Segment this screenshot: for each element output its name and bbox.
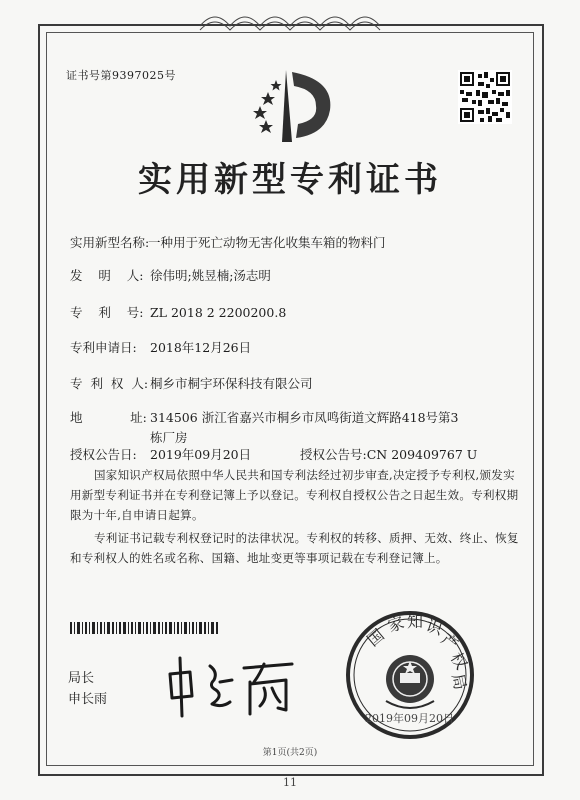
seal-date: 2019年09月20日	[365, 712, 454, 725]
utility-model-name-label: 实用新型名称:	[70, 235, 150, 250]
grant-row	[70, 445, 477, 463]
certificate-title: 实用新型专利证书	[138, 160, 442, 200]
svg-text:权: 权	[446, 649, 472, 673]
utility-model-name-value: 一种用于死亡动物无害化收集车箱的物料门	[148, 235, 386, 250]
address-value: 314506 浙江省嘉兴市桐乡市凤鸣街道文辉路418号第3栋厂房	[150, 410, 459, 445]
grant-number-label: 授权公告号:	[300, 447, 367, 462]
statement-paragraph-2: 专利证书记载专利权登记时的法律状况。专利权的转移、质押、无效、终止、恢复和专利权人的姓名或名称、国籍、地址变更等事项记载在专利登记簿上。	[70, 531, 519, 565]
barcode-icon	[70, 622, 220, 634]
patentee-label: 专 利 权 人:	[70, 376, 149, 391]
president-signature	[160, 652, 300, 720]
svg-text:家: 家	[385, 612, 407, 636]
inventors-value: 徐伟明;姚昱楠;汤志明	[150, 268, 271, 283]
patent-number-value: ZL 2018 2 2200200.8	[150, 305, 287, 320]
certificate-number: 证书号第9397025号	[66, 69, 176, 82]
patent-number-row	[70, 303, 286, 321]
cnipa-emblem-icon	[246, 62, 346, 147]
president-name: 申长雨	[68, 692, 108, 707]
sheet-number: 11	[283, 776, 297, 789]
svg-text:识: 识	[423, 615, 445, 639]
svg-text:国: 国	[363, 625, 388, 651]
statement-paragraph-1: 国家知识产权局依照中华人民共和国专利法经过初步审查,决定授予专利权,颁发实用新型专利证书并在专利登记簿上予以登记。专利权自授权公告之日起生效。专利权期限为十年,自申请日起算。	[70, 468, 519, 522]
patentee-row	[70, 374, 313, 392]
filing-date-value: 2018年12月26日	[150, 340, 252, 355]
patentee-value: 桐乡市桐宇环保科技有限公司	[150, 376, 313, 391]
svg-text:产: 产	[437, 629, 462, 655]
inventors-label: 发 明 人:	[70, 268, 144, 283]
president-title: 局长	[68, 671, 95, 686]
ornament-pattern	[195, 6, 385, 32]
svg-text:知: 知	[407, 612, 424, 631]
address-label-row	[70, 408, 150, 426]
patent-number-label: 专 利 号:	[70, 305, 144, 320]
svg-text:局: 局	[448, 671, 471, 692]
grant-number-value: CN 209409767 U	[366, 447, 478, 462]
grant-date-label: 授权公告日:	[70, 447, 137, 462]
filing-date-label: 专利申请日:	[70, 340, 137, 355]
page-indicator: 第1页(共2页)	[262, 748, 318, 758]
filing-date-row	[70, 338, 251, 356]
utility-model-name-row	[70, 233, 386, 251]
inventors-row	[70, 266, 271, 284]
qr-code-icon	[458, 70, 512, 124]
grant-date-value: 2019年09月20日	[150, 447, 252, 462]
address-label: 地 址:	[70, 410, 147, 425]
